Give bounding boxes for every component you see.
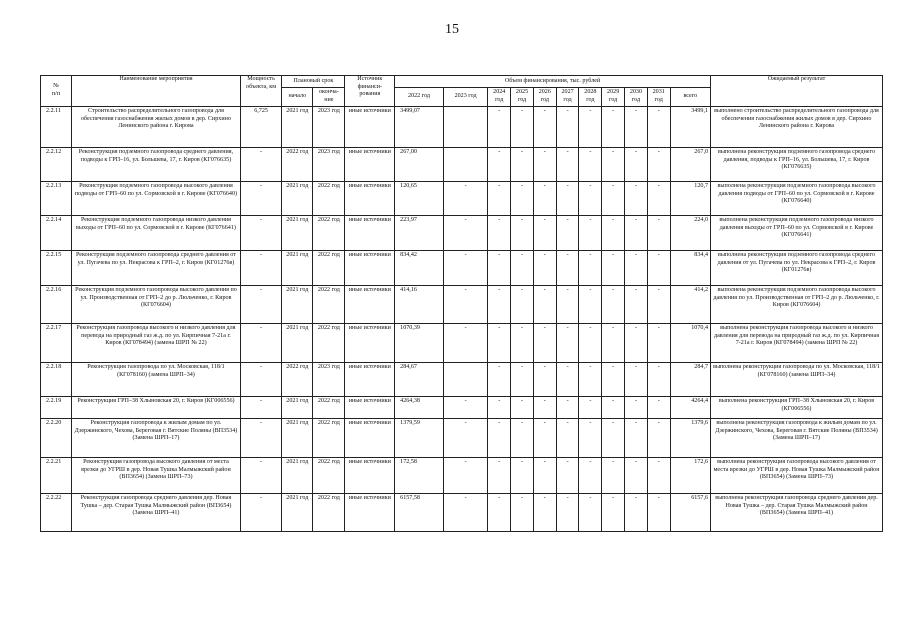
row-result: выполнена реконструкция газопровода высокого и низкого давления для перевода на природный газ ж.д. по ул. Кирпичная 7-21а г. Киров (КГ078494) (замена ШРП № 22) [711,324,883,363]
row-start: 2021 год [282,286,313,324]
row-number: 2.2.21 [41,458,72,494]
row-value-2030: - [625,182,648,216]
row-result: выполнена реконструкция газопровода к жилым домам по ул. Дзержинского, Чехова, Береговая г. Вятские Поляны (ВП3534) (Замена ШРП–17) [711,419,883,458]
row-value-2031: - [647,397,670,419]
row-value-2022: 172,58 [395,458,444,494]
row-value-2028: - [579,494,602,532]
row-value-2029: - [602,286,625,324]
table-row [41,324,883,363]
row-end: 2022 год [313,419,345,458]
table-row [41,182,883,216]
row-value-2031: - [647,216,670,251]
row-value-2023: - [443,251,488,286]
row-value-2028: - [579,251,602,286]
row-value-2022: 1379,59 [395,419,444,458]
row-value-2024: - [488,148,511,182]
table-row [41,494,883,532]
row-source: иные источники [345,148,395,182]
row-value-2025: - [511,419,534,458]
row-end: 2022 год [313,458,345,494]
row-total: 1070,4 [670,324,710,363]
row-value-2026: - [533,216,556,251]
row-value-2027: - [556,251,579,286]
row-value-2029: - [602,363,625,397]
table-row [41,148,883,182]
row-value-2027: - [556,148,579,182]
row-number: 2.2.11 [41,107,72,148]
row-source: иные источники [345,182,395,216]
row-value-2030: - [625,363,648,397]
header-planned: Плановый срок [282,76,345,88]
table-row [41,107,883,148]
row-source: иные источники [345,494,395,532]
row-result: выполнена реконструкция газопровода среднего давления дер. Новая Тушка – дер. Старая Тушка Малмыжский район (ВП3654) (Замена ШРП–41) [711,494,883,532]
row-value-2026: - [533,397,556,419]
row-number: 2.2.16 [41,286,72,324]
row-value-2022: 4264,38 [395,397,444,419]
row-capacity: - [240,182,281,216]
row-start: 2021 год [282,494,313,532]
row-value-2031: - [647,251,670,286]
row-value-2026: - [533,182,556,216]
header-num: № п/п [41,76,72,107]
row-end: 2022 год [313,251,345,286]
row-value-2027: - [556,286,579,324]
row-value-2030: - [625,216,648,251]
row-end: 2023 год [313,363,345,397]
row-end: 2022 год [313,494,345,532]
row-name: Реконструкция подземного газопровода среднего давления от ул. Пугачева по ул. Некрасова к ГРП–2, г. Киров (КГ01276в) [72,251,241,286]
row-value-2025: - [511,216,534,251]
row-value-2023: - [443,324,488,363]
row-value-2031: - [647,286,670,324]
row-result: выполнена реконструкция газопровода по ул. Московская, 118/1 (КГ078160) (замена ШРП–34) [711,363,883,397]
row-value-2022: 6157,58 [395,494,444,532]
header-year: 2030 год [625,88,648,107]
row-result: выполнена реконструкция газопровода высокого давления от места врезки до УГРШ в дер. Новая Тушка Малмыжский район (ВП3654) (Замена ШРП–73) [711,458,883,494]
row-value-2031: - [647,363,670,397]
row-value-2031: - [647,107,670,148]
row-source: иные источники [345,363,395,397]
header-name: Наименование мероприятия [72,76,241,107]
row-value-2025: - [511,363,534,397]
header-start: начало [282,88,313,107]
row-start: 2021 год [282,182,313,216]
row-value-2022: 1070,39 [395,324,444,363]
header-total: всего [670,88,710,107]
row-capacity: 6,725 [240,107,281,148]
row-value-2027: - [556,182,579,216]
row-value-2024: - [488,286,511,324]
row-value-2026: - [533,107,556,148]
row-end: 2023 год [313,148,345,182]
row-source: иные источники [345,107,395,148]
row-value-2027: - [556,324,579,363]
row-value-2031: - [647,458,670,494]
header-year: 2028 год [579,88,602,107]
row-value-2024: - [488,324,511,363]
row-value-2031: - [647,324,670,363]
row-value-2028: - [579,182,602,216]
row-end: 2022 год [313,286,345,324]
row-value-2023: - [443,216,488,251]
row-value-2026: - [533,251,556,286]
row-value-2026: - [533,363,556,397]
row-name: Реконструкция газопровода по ул. Московская, 118/1 (КГ078160) (замена ШРП–34) [72,363,241,397]
row-value-2031: - [647,182,670,216]
row-value-2025: - [511,324,534,363]
financing-table [40,75,883,532]
row-total: 284,7 [670,363,710,397]
row-value-2027: - [556,458,579,494]
row-number: 2.2.14 [41,216,72,251]
row-value-2026: - [533,148,556,182]
row-total: 4264,4 [670,397,710,419]
row-value-2030: - [625,419,648,458]
row-value-2028: - [579,286,602,324]
row-value-2027: - [556,216,579,251]
row-value-2025: - [511,107,534,148]
row-total: 224,0 [670,216,710,251]
row-result: выполнена реконструкция подземного газопровода высокого давления подводы от ГРП–60 по ул. Сормовской в г. Кирове (КГ076640) [711,182,883,216]
row-value-2023: - [443,458,488,494]
row-value-2024: - [488,107,511,148]
row-capacity: - [240,216,281,251]
row-value-2028: - [579,324,602,363]
row-value-2029: - [602,216,625,251]
row-start: 2021 год [282,216,313,251]
row-value-2029: - [602,182,625,216]
row-capacity: - [240,458,281,494]
row-value-2024: - [488,251,511,286]
row-value-2025: - [511,458,534,494]
table-row [41,419,883,458]
table-row [41,216,883,251]
header-capacity: Мощность объекта, км [240,76,281,107]
row-value-2028: - [579,216,602,251]
row-value-2031: - [647,494,670,532]
row-value-2026: - [533,458,556,494]
row-total: 3499,1 [670,107,710,148]
row-value-2028: - [579,419,602,458]
row-value-2029: - [602,324,625,363]
row-start: 2022 год [282,148,313,182]
row-start: 2021 год [282,251,313,286]
row-value-2027: - [556,494,579,532]
row-capacity: - [240,363,281,397]
row-value-2027: - [556,107,579,148]
header-result: Ожидаемый результат [711,76,883,107]
row-value-2023 [443,107,488,148]
row-number: 2.2.22 [41,494,72,532]
row-value-2026: - [533,324,556,363]
header-year: 2022 год [395,88,444,107]
row-value-2024: - [488,182,511,216]
row-value-2029: - [602,251,625,286]
row-value-2025: - [511,148,534,182]
row-result: выполнена реконструкция ГРП–38 Хлыновская 20, г. Киров (КГ006556) [711,397,883,419]
row-value-2023: - [443,182,488,216]
row-value-2029: - [602,397,625,419]
row-number: 2.2.13 [41,182,72,216]
row-value-2023: - [443,494,488,532]
row-result: выполнена реконструкция подземного газопровода среднего давления от ул. Пугачева по ул. Некрасова к ГРП–2, г. Киров (КГ01276в) [711,251,883,286]
row-name: Реконструкция газопровода высокого давления от места врезки до УГРШ в дер. Новая Тушка Малмыжский район (ВП3654) (Замена ШРП–73) [72,458,241,494]
row-capacity: - [240,148,281,182]
table-row [41,397,883,419]
row-value-2025: - [511,397,534,419]
row-source: иные источники [345,286,395,324]
row-start: 2021 год [282,458,313,494]
row-value-2024: - [488,363,511,397]
row-value-2025: - [511,494,534,532]
header-end: оконча- ние [313,88,345,107]
row-value-2022: 284,67 [395,363,444,397]
row-value-2025: - [511,251,534,286]
row-result: выполнена реконструкция подземного газопровода среднего давления, подводы к ГРП–16, ул. Большева, 17, г. Киров (КГ076635) [711,148,883,182]
table-row [41,458,883,494]
row-value-2022: 223,97 [395,216,444,251]
row-name: Реконструкция подземного газопровода среднего давления, подводы к ГРП–16, ул. Большева, 17, г. Киров (КГ076635) [72,148,241,182]
row-capacity: - [240,286,281,324]
row-capacity: - [240,251,281,286]
row-value-2030: - [625,107,648,148]
row-value-2029: - [602,494,625,532]
row-value-2027: - [556,419,579,458]
row-value-2023: - [443,419,488,458]
row-value-2030: - [625,251,648,286]
row-total: 1379,6 [670,419,710,458]
row-value-2024: - [488,458,511,494]
row-total: 267,0 [670,148,710,182]
row-name: Реконструкция газопровода среднего давления дер. Новая Тушка – дер. Старая Тушка Малмыжский район (ВП3654) (Замена ШРП–41) [72,494,241,532]
row-value-2029: - [602,458,625,494]
row-value-2024: - [488,216,511,251]
row-source: иные источники [345,324,395,363]
row-end: 2022 год [313,216,345,251]
row-value-2027: - [556,397,579,419]
row-value-2030: - [625,397,648,419]
row-value-2024: - [488,397,511,419]
row-start: 2021 год [282,397,313,419]
row-end: 2022 год [313,324,345,363]
row-value-2024: - [488,419,511,458]
row-value-2030: - [625,494,648,532]
row-value-2023 [443,363,488,397]
row-value-2023: - [443,286,488,324]
row-value-2029: - [602,419,625,458]
row-value-2022: 267,00 [395,148,444,182]
table-body [41,107,883,532]
table-row [41,286,883,324]
header-year: 2026 год [533,88,556,107]
row-value-2030: - [625,286,648,324]
row-number: 2.2.12 [41,148,72,182]
row-value-2030: - [625,458,648,494]
row-value-2029: - [602,107,625,148]
row-value-2026: - [533,494,556,532]
header-year: 2024 год [488,88,511,107]
row-result: выполнена реконструкция подземного газопровода высокого давления по ул. Производственная от ГРП–2 до р. Люльченко, г. Киров (КГ076604) [711,286,883,324]
row-total: 6157,6 [670,494,710,532]
row-source: иные источники [345,216,395,251]
row-source: иные источники [345,251,395,286]
row-name: Реконструкция газопровода высокого и низкого давления для перевода на природный газ ж.д. по ул. Кирпичная 7-21а г. Киров (КГ078494) (замена ШРП № 22) [72,324,241,363]
row-value-2031: - [647,148,670,182]
row-name: Реконструкция подземного газопровода высокого давления подводы от ГРП–60 по ул. Сормовской в г. Кирове (КГ076640) [72,182,241,216]
row-source: иные источники [345,419,395,458]
row-number: 2.2.17 [41,324,72,363]
row-end: 2023 год [313,107,345,148]
row-name: Строительство распределительного газопровода для обеспечения газоснабжения жилых домов в дер. Сирхино Ленинского района г. Кирова [72,107,241,148]
row-value-2022: 3499,07 [395,107,444,148]
row-value-2031: - [647,419,670,458]
row-value-2028: - [579,363,602,397]
header-year: 2027 год [556,88,579,107]
row-value-2025: - [511,182,534,216]
row-value-2022: 834,42 [395,251,444,286]
row-start: 2021 год [282,107,313,148]
row-capacity: - [240,419,281,458]
row-end: 2022 год [313,397,345,419]
row-start: 2021 год [282,324,313,363]
row-name: Реконструкция подземного газопровода низкого давления выходы от ГРП–60 по ул. Сормовской в г. Кирове (КГ076641) [72,216,241,251]
row-source: иные источники [345,397,395,419]
row-value-2028: - [579,148,602,182]
row-value-2025: - [511,286,534,324]
row-value-2030: - [625,148,648,182]
row-capacity: - [240,494,281,532]
row-number: 2.2.19 [41,397,72,419]
row-result: выполнена реконструкция подземного газопровода низкого давления выходы от ГРП–60 по ул. Сормовской в г. Кирове (КГ076641) [711,216,883,251]
row-name: Реконструкция ГРП–38 Хлыновская 20, г. Киров (КГ006556) [72,397,241,419]
header-financing: Объем финансирования, тыс. рублей [395,76,711,88]
row-value-2030: - [625,324,648,363]
page-number: 15 [445,22,459,37]
row-value-2023 [443,148,488,182]
row-value-2027: - [556,363,579,397]
row-result: выполнено строительство распределительного газопровода для обеспечения газоснабжения жилых домов в дер. Сирхино Ленинского района г. Кирова [711,107,883,148]
row-number: 2.2.20 [41,419,72,458]
row-value-2026: - [533,419,556,458]
row-total: 414,2 [670,286,710,324]
row-value-2028: - [579,458,602,494]
row-value-2026: - [533,286,556,324]
row-start: 2021 год [282,419,313,458]
table-row [41,363,883,397]
row-value-2024: - [488,494,511,532]
row-total: 172,6 [670,458,710,494]
header-year: 2029 год [602,88,625,107]
row-name: Реконструкция газопровода к жилым домам по ул. Дзержинского, Чехова, Береговая г. Вятские Поляны (ВП3534) (Замена ШРП–17) [72,419,241,458]
row-number: 2.2.18 [41,363,72,397]
header-year: 2031 год [647,88,670,107]
table-row [41,251,883,286]
row-value-2028: - [579,107,602,148]
row-name: Реконструкция подземного газопровода высокого давления по ул. Производственная от ГРП–2 до р. Люльченко, г. Киров (КГ076604) [72,286,241,324]
row-total: 120,7 [670,182,710,216]
row-source: иные источники [345,458,395,494]
row-value-2022: 414,16 [395,286,444,324]
row-total: 834,4 [670,251,710,286]
row-capacity: - [240,324,281,363]
row-capacity: - [240,397,281,419]
row-number: 2.2.15 [41,251,72,286]
header-year: 2023 год [443,88,488,107]
row-start: 2022 год [282,363,313,397]
row-value-2029: - [602,148,625,182]
row-end: 2022 год [313,182,345,216]
row-value-2022: 120,65 [395,182,444,216]
header-year: 2025 год [511,88,534,107]
row-value-2023: - [443,397,488,419]
row-value-2028: - [579,397,602,419]
header-source: Источник финанси- рования [345,76,395,107]
